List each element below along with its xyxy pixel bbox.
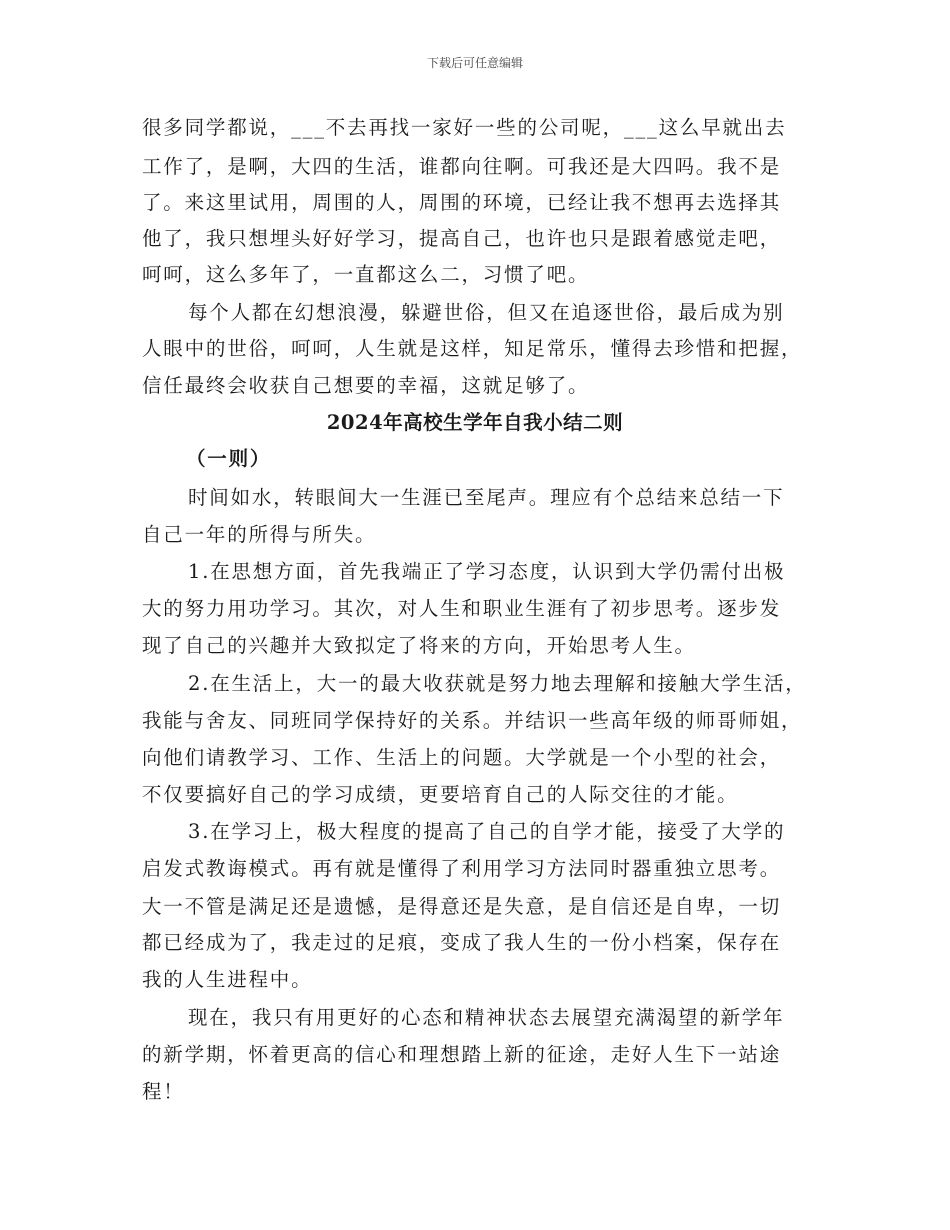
text-line: 现在，我只有用更好的心态和精神状态去展望充满渴望的新学年 — [188, 1006, 785, 1029]
text-line: 很多同学都说，___不去再找一家好一些的公司呢，___这么早就出去 — [142, 116, 787, 139]
text-line: 我的人生进程中。 — [142, 968, 313, 991]
text-line: 1.在思想方面，首先我端正了学习态度，认识到大学仍需付出极 — [188, 560, 786, 583]
text-line: 程！ — [142, 1080, 185, 1103]
page-header: 下载后可任意编辑 — [426, 56, 523, 70]
text-line: 启发式教诲模式。再有就是懂得了利用学习方法同时器重独立思考。 — [142, 857, 782, 880]
text-line: 向他们请教学习、工作、生活上的问题。大学就是一个小型的社会， — [142, 746, 782, 769]
text-line: 大的努力用功学习。其次，对人生和职业生涯有了初步思考。逐步发 — [142, 597, 782, 620]
text-line: 的新学期，怀着更高的信心和理想踏上新的征途，走好人生下一站途 — [142, 1043, 782, 1066]
text-line: 信任最终会收获自己想要的幸福，这就足够了。 — [142, 374, 590, 397]
text-line: 我能与舍友、同班同学保持好的关系。并结识一些高年级的师哥师姐， — [142, 709, 803, 732]
text-line: 自己一年的所得与所失。 — [142, 523, 377, 546]
text-line: 大一不管是满足还是遗憾，是得意还是失意，是自信还是自卑，一切 — [142, 895, 782, 918]
text-line: 他了，我只想埋头好好学习，提高自己，也许也只是跟着感觉走吧， — [142, 227, 782, 250]
text-line: 呵呵，这么多年了，一直都这么二，习惯了吧。 — [142, 263, 590, 286]
text-line: 工作了，是啊，大四的生活，谁都向往啊。可我还是大四吗。我不是 — [142, 155, 782, 178]
text-line: 人眼中的世俗，呵呵，人生就是这样，知足常乐，懂得去珍惜和把握， — [142, 337, 803, 360]
text-line: 3.在学习上，极大程度的提高了自己的自学才能，接受了大学的 — [188, 820, 786, 843]
text-line: 不仅要搞好自己的学习成绩，更要培育自己的人际交往的才能。 — [142, 783, 739, 806]
text-line: 了。来这里试用，周围的人，周围的环境，已经让我不想再去选择其 — [142, 191, 782, 214]
section-title: 2024年高校生学年自我小结二则 — [326, 411, 624, 434]
text-line: 都已经成为了，我走过的足痕，变成了我人生的一份小档案，保存在 — [142, 931, 782, 954]
text-line: 2.在生活上，大一的最大收获就是努力地去理解和接触大学生活， — [188, 672, 807, 695]
text-line: 现了自己的兴趣并大致拟定了将来的方向，开始思考人生。 — [142, 634, 696, 657]
section-subtitle: （一则） — [186, 447, 272, 470]
text-line: 每个人都在幻想浪漫，躲避世俗，但又在追逐世俗，最后成为别 — [188, 301, 785, 324]
text-line: 时间如水，转眼间大一生涯已至尾声。理应有个总结来总结一下 — [188, 486, 785, 509]
